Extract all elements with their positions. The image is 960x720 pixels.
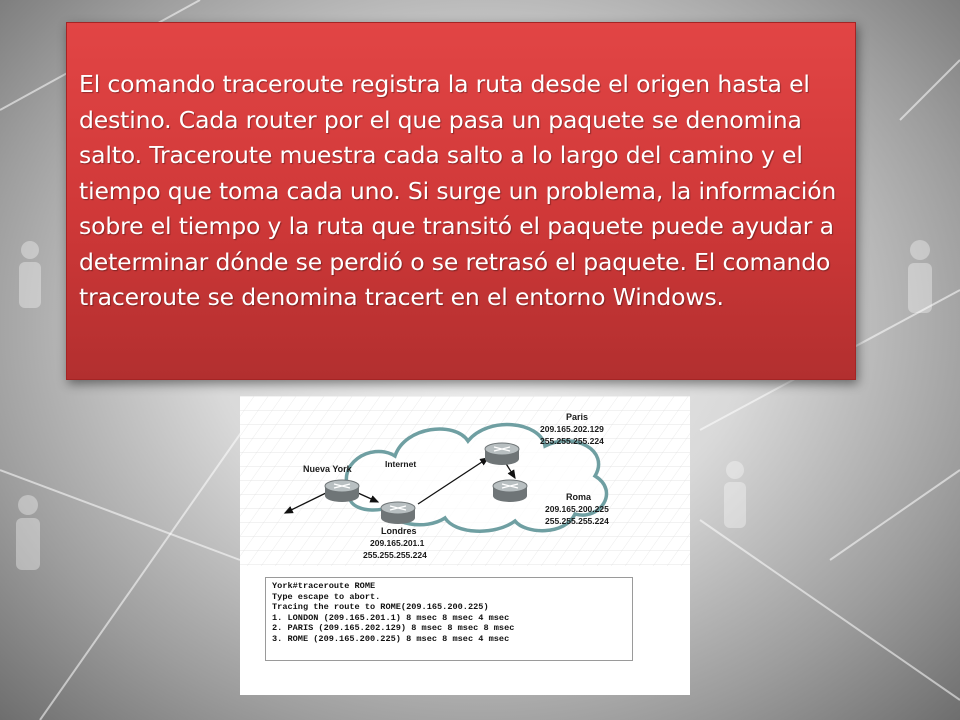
terminal-line: York#traceroute ROME [272,581,376,591]
router-icon-nueva-york [325,480,359,502]
router-icon-roma [493,480,527,502]
network-topology-diagram [240,396,690,566]
terminal-line: Tracing the route to ROME(209.165.200.225) [272,602,489,613]
label-londres-ip: 209.165.201.1 [370,538,425,548]
label-paris: Paris [566,412,589,422]
terminal-line: 1. LONDON (209.165.201.1) 8 msec 8 msec 4 msec [272,612,510,623]
label-londres: Londres [381,526,417,536]
label-nueva-york: Nueva York [303,464,352,474]
internet-label: Internet [385,459,417,469]
label-roma-ip: 209.165.200.225 [545,504,609,514]
terminal-output [265,577,633,661]
label-paris-mask: 255.255.255.224 [540,436,604,446]
label-roma: Roma [566,492,592,502]
label-roma-mask: 255.255.255.224 [545,516,609,526]
label-paris-ip: 209.165.202.129 [540,424,604,434]
traceroute-diagram-panel [240,396,690,695]
terminal-line: 2. PARIS (209.165.202.129) 8 msec 8 msec 8 msec [272,623,515,634]
label-londres-mask: 255.255.255.224 [363,550,427,560]
terminal-line: Type escape to abort. [272,591,381,602]
traceroute-description: El comando traceroute registra la ruta desde el origen hasta el destino. Cada router por el que pasa un paquete se denomina salto. Traceroute muestra cada salto a lo largo del camino y el tiempo que toma cada uno. Si surge un problema, la información sobre el tiempo y la ruta que transitó el paquete puede ayudar a determinar dónde se perdió o se retrasó el paquete. El comando traceroute se denomina tracert en el entorno Windows. [79,70,837,311]
router-icon-paris [485,443,519,465]
terminal-line: 3. ROME (209.165.200.225) 8 msec 8 msec 4 msec [272,633,510,644]
text-callout-box [66,22,856,380]
router-icon-londres [381,502,415,524]
